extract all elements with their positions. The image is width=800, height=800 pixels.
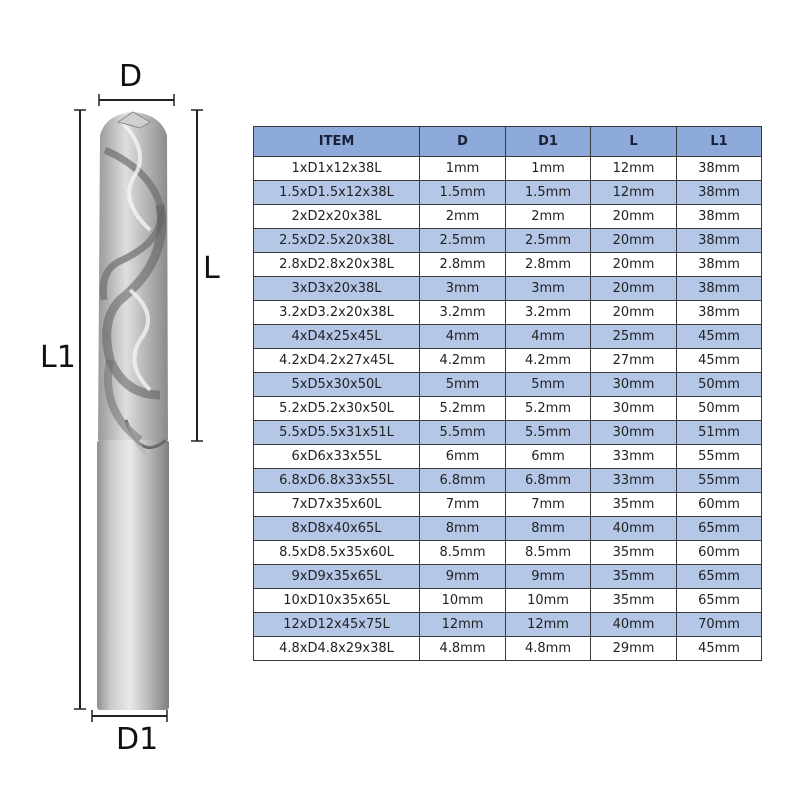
cell-item: 5.5xD5.5x31x51L <box>254 421 420 445</box>
cell-item: 5.2xD5.2x30x50L <box>254 397 420 421</box>
cell-d: 5.2mm <box>420 397 506 421</box>
cell-l: 33mm <box>591 445 677 469</box>
cell-l: 20mm <box>591 277 677 301</box>
cell-l1: 55mm <box>677 445 762 469</box>
cell-d1: 5.2mm <box>506 397 591 421</box>
cell-d1: 6.8mm <box>506 469 591 493</box>
cell-item: 5xD5x30x50L <box>254 373 420 397</box>
dimension-l1 <box>74 110 86 709</box>
table-row <box>254 541 762 565</box>
cell-d: 4.2mm <box>420 349 506 373</box>
cell-item: 3.2xD3.2x20x38L <box>254 301 420 325</box>
cell-l1: 65mm <box>677 517 762 541</box>
table-row <box>254 181 762 205</box>
cell-d: 8.5mm <box>420 541 506 565</box>
cell-l1: 51mm <box>677 421 762 445</box>
cell-l: 33mm <box>591 469 677 493</box>
table-body <box>254 157 762 661</box>
cell-d1: 2.8mm <box>506 253 591 277</box>
cell-d1: 3.2mm <box>506 301 591 325</box>
cell-d1: 9mm <box>506 565 591 589</box>
cell-item: 2.5xD2.5x20x38L <box>254 229 420 253</box>
cell-d1: 2.5mm <box>506 229 591 253</box>
cell-d1: 8mm <box>506 517 591 541</box>
cell-d: 2.8mm <box>420 253 506 277</box>
cell-item: 3xD3x20x38L <box>254 277 420 301</box>
cell-d1: 1.5mm <box>506 181 591 205</box>
cell-item: 6.8xD6.8x33x55L <box>254 469 420 493</box>
cell-d: 8mm <box>420 517 506 541</box>
cell-d1: 8.5mm <box>506 541 591 565</box>
cell-d1: 5mm <box>506 373 591 397</box>
cell-l: 29mm <box>591 637 677 661</box>
cell-d: 7mm <box>420 493 506 517</box>
cell-d1: 4mm <box>506 325 591 349</box>
dimension-label-d: D <box>119 59 143 94</box>
cell-l: 12mm <box>591 157 677 181</box>
cell-d1: 5.5mm <box>506 421 591 445</box>
cell-l1: 38mm <box>677 205 762 229</box>
cell-l: 30mm <box>591 373 677 397</box>
cell-item: 4xD4x25x45L <box>254 325 420 349</box>
cell-d: 4.8mm <box>420 637 506 661</box>
cell-l: 35mm <box>591 589 677 613</box>
table-row <box>254 493 762 517</box>
cell-l1: 50mm <box>677 397 762 421</box>
table-row <box>254 517 762 541</box>
drill-bit-illustration <box>0 0 240 800</box>
cell-l1: 38mm <box>677 277 762 301</box>
header-d1: D1 <box>506 127 591 157</box>
dimension-d <box>99 94 174 106</box>
cell-l: 30mm <box>591 397 677 421</box>
cell-item: 12xD12x45x75L <box>254 613 420 637</box>
cell-l1: 60mm <box>677 541 762 565</box>
cell-d: 1mm <box>420 157 506 181</box>
table-header-row <box>254 127 762 157</box>
table-row <box>254 301 762 325</box>
table-row <box>254 445 762 469</box>
cell-l1: 65mm <box>677 589 762 613</box>
cell-d1: 6mm <box>506 445 591 469</box>
cell-l1: 38mm <box>677 157 762 181</box>
cell-d: 10mm <box>420 589 506 613</box>
cell-d1: 10mm <box>506 589 591 613</box>
cell-item: 4.2xD4.2x27x45L <box>254 349 420 373</box>
dimension-label-l1: L1 <box>40 340 76 375</box>
cell-d1: 3mm <box>506 277 591 301</box>
cell-d: 3mm <box>420 277 506 301</box>
cell-item: 1.5xD1.5x12x38L <box>254 181 420 205</box>
cell-l1: 65mm <box>677 565 762 589</box>
cell-d1: 2mm <box>506 205 591 229</box>
header-l: L <box>591 127 677 157</box>
header-l1: L1 <box>677 127 762 157</box>
cell-d: 2.5mm <box>420 229 506 253</box>
cell-d: 12mm <box>420 613 506 637</box>
table-row <box>254 565 762 589</box>
cell-item: 8xD8x40x65L <box>254 517 420 541</box>
table-row <box>254 397 762 421</box>
cell-l1: 45mm <box>677 349 762 373</box>
cell-l1: 38mm <box>677 253 762 277</box>
drill-body <box>97 112 169 710</box>
cell-l: 35mm <box>591 541 677 565</box>
table-row <box>254 325 762 349</box>
cell-item: 1xD1x12x38L <box>254 157 420 181</box>
header-item: ITEM <box>254 127 420 157</box>
cell-l: 20mm <box>591 229 677 253</box>
cell-d: 9mm <box>420 565 506 589</box>
cell-l1: 45mm <box>677 325 762 349</box>
cell-l1: 60mm <box>677 493 762 517</box>
cell-item: 6xD6x33x55L <box>254 445 420 469</box>
cell-item: 7xD7x35x60L <box>254 493 420 517</box>
cell-d: 3.2mm <box>420 301 506 325</box>
cell-l: 27mm <box>591 349 677 373</box>
cell-l1: 38mm <box>677 301 762 325</box>
cell-d: 6mm <box>420 445 506 469</box>
cell-l: 30mm <box>591 421 677 445</box>
cell-l1: 45mm <box>677 637 762 661</box>
table-row <box>254 349 762 373</box>
cell-l: 40mm <box>591 517 677 541</box>
cell-l1: 50mm <box>677 373 762 397</box>
cell-d: 6.8mm <box>420 469 506 493</box>
table-row <box>254 469 762 493</box>
cell-l: 25mm <box>591 325 677 349</box>
cell-item: 10xD10x35x65L <box>254 589 420 613</box>
cell-d1: 4.8mm <box>506 637 591 661</box>
table-row <box>254 637 762 661</box>
cell-d: 5mm <box>420 373 506 397</box>
cell-l1: 38mm <box>677 181 762 205</box>
cell-l1: 38mm <box>677 229 762 253</box>
cell-item: 4.8xD4.8x29x38L <box>254 637 420 661</box>
table-row <box>254 253 762 277</box>
table-row <box>254 589 762 613</box>
spec-table <box>253 126 762 661</box>
cell-item: 2xD2x20x38L <box>254 205 420 229</box>
cell-d: 4mm <box>420 325 506 349</box>
table-row <box>254 277 762 301</box>
cell-l: 40mm <box>591 613 677 637</box>
header-d: D <box>420 127 506 157</box>
table-row <box>254 157 762 181</box>
cell-l: 20mm <box>591 301 677 325</box>
cell-l1: 55mm <box>677 469 762 493</box>
table-row <box>254 205 762 229</box>
cell-item: 8.5xD8.5x35x60L <box>254 541 420 565</box>
table-row <box>254 613 762 637</box>
cell-d: 1.5mm <box>420 181 506 205</box>
dimension-l <box>191 110 203 441</box>
cell-item: 9xD9x35x65L <box>254 565 420 589</box>
table-row <box>254 421 762 445</box>
cell-d: 5.5mm <box>420 421 506 445</box>
cell-l: 35mm <box>591 565 677 589</box>
dimension-label-l: L <box>203 251 220 286</box>
dimension-d1 <box>92 710 167 722</box>
cell-l1: 70mm <box>677 613 762 637</box>
table-row <box>254 373 762 397</box>
cell-item: 2.8xD2.8x20x38L <box>254 253 420 277</box>
cell-l: 12mm <box>591 181 677 205</box>
cell-d: 2mm <box>420 205 506 229</box>
cell-d1: 1mm <box>506 157 591 181</box>
cell-d1: 12mm <box>506 613 591 637</box>
cell-d1: 4.2mm <box>506 349 591 373</box>
cell-l: 20mm <box>591 253 677 277</box>
dimension-label-d1: D1 <box>116 722 159 757</box>
cell-l: 20mm <box>591 205 677 229</box>
table-row <box>254 229 762 253</box>
cell-d1: 7mm <box>506 493 591 517</box>
cell-l: 35mm <box>591 493 677 517</box>
